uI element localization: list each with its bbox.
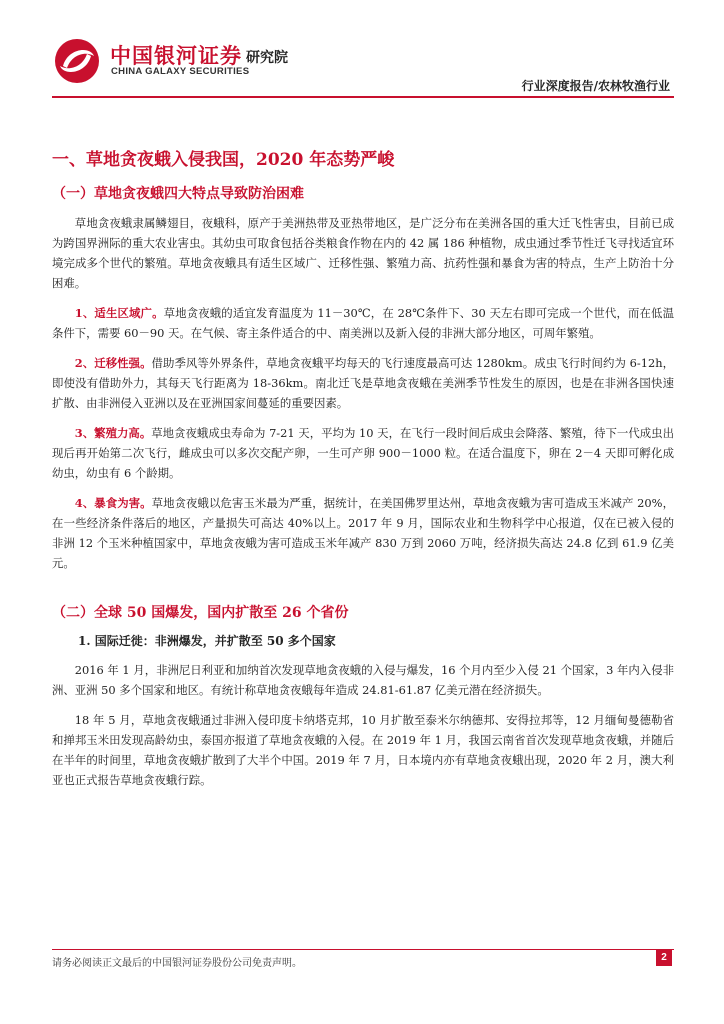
header-rule: [52, 96, 674, 98]
point-paragraph: [52, 423, 674, 483]
institute-label: 研究院: [246, 50, 288, 66]
point-lead: 1、适生区域广。: [74, 306, 164, 320]
point-text: 草地贪夜蛾成虫寿命为 7-21 天，平均为 10 天，在飞行一段时间后成虫会降落、繁殖，待下一代成虫出现后再开始第二次飞行，雌成虫可以多次交配产卵，一生可产卵 900－1000 粒。在适合温度下，卵在 2－4 天即可孵化成幼虫，幼虫有 6 个龄期。: [52, 426, 674, 480]
body-paragraph: 2016 年 1 月，非洲尼日利亚和加纳首次发现草地贪夜蛾的入侵与爆发，16 个月内至少入侵 21 个国家，3 年内入侵非洲、亚洲 50 多个国家和地区。有统计称草地贪夜蛾每年造成 24.81-61.87 亿美元潜在经济损失。: [52, 663, 674, 697]
subsubsection-title: 1. 国际迁徙：非洲爆发，并扩散至 50 多个国家: [78, 634, 336, 648]
section-title: 一、草地贪夜蛾入侵我国，2020 年态势严峻: [52, 150, 395, 170]
subsection-title-1: （一）草地贪夜蛾四大特点导致防治困难: [52, 186, 304, 202]
footer-rule: [52, 949, 674, 950]
point-paragraph: [52, 493, 674, 573]
point-lead: 2、迁移性强。: [74, 356, 152, 370]
point-lead: 3、繁殖力高。: [74, 426, 152, 440]
point-paragraph: [52, 303, 674, 343]
page-number: 2: [656, 950, 672, 966]
body-paragraph: 18 年 5 月，草地贪夜蛾通过非洲入侵印度卡纳塔克邦，10 月扩散至泰米尔纳德邦、安得拉邦等，12 月缅甸曼德勒省和掸邦玉米田发现高龄幼虫，泰国亦报道了草地贪夜蛾的入侵。在 2019 年 1 月，我国云南省首次发现草地贪夜蛾，并随后在半年的时间里，草地贪夜蛾扩散到了大半个中国。2019 年 7 月，日本境内亦有草地贪夜蛾出现，2020 年 2 月，澳大利亚也正式报告草地贪夜蛾行踪。: [52, 713, 674, 787]
intro-paragraph: 草地贪夜蛾隶属鳞翅目，夜蛾科，原产于美洲热带及亚热带地区，是广泛分布在美洲各国的重大迁飞性害虫，目前已成为跨国界洲际的重大农业害虫。其幼虫可取食包括谷类粮食作物在内的 42 属 186 种植物，成虫通过季节性迁飞寻找适宜环境完成多个世代的繁殖。草地贪夜蛾具有适生区域广、迁移性强、繁殖力高、抗药性强和暴食为害的特点，生产上防治十分困难。: [52, 216, 674, 290]
brand-name-cn: 中国银河证券: [110, 44, 242, 68]
point-text: 草地贪夜蛾以危害玉米最为严重，据统计，在美国佛罗里达州，草地贪夜蛾为害可造成玉米减产 20%，在一些经济条件落后的地区，产量损失可高达 40%以上。2017 年 9 月，国际农业和生物科学中心报道，仅在已被入侵的非洲 12 个玉米种植国家中，草地贪夜蛾为害可造成玉米年减产 830 万到 2060 万吨，经济损失高达 24.8 亿到 61.9 亿美元。: [52, 496, 674, 570]
point-lead: 4、暴食为害。: [74, 496, 152, 510]
subsection-title-2: （二）全球 50 国爆发，国内扩散至 26 个省份: [52, 605, 349, 621]
brand-name-en: CHINA GALAXY SECURITIES: [111, 66, 250, 77]
footer-disclaimer: 请务必阅读正文最后的中国银河证券股份公司免责声明。: [52, 958, 302, 969]
point-text: 草地贪夜蛾的适宜发育温度为 11－30℃，在 28℃条件下、30 天左右即可完成一个世代，而在低温条件下，需要 60－90 天。在气候、寄主条件适合的中、南美洲以及新入侵的非洲大部分地区，可周年繁殖。: [52, 306, 674, 340]
point-text: 借助季风等外界条件，草地贪夜蛾平均每天的飞行速度最高可达 1280km。成虫飞行时间约为 6-12h，即使没有借助外力，其每天飞行距离为 18-36km。南北迁飞是草地贪夜蛾在美洲季节性发生的原因，也是在非洲各国快速扩散、由非洲侵入亚洲以及在亚洲国家间蔓延的重要因素。: [52, 356, 674, 410]
report-body: [52, 148, 674, 800]
company-logo: [52, 36, 102, 86]
point-paragraph: [52, 353, 674, 413]
report-type: 行业深度报告/农林牧渔行业: [521, 79, 670, 93]
